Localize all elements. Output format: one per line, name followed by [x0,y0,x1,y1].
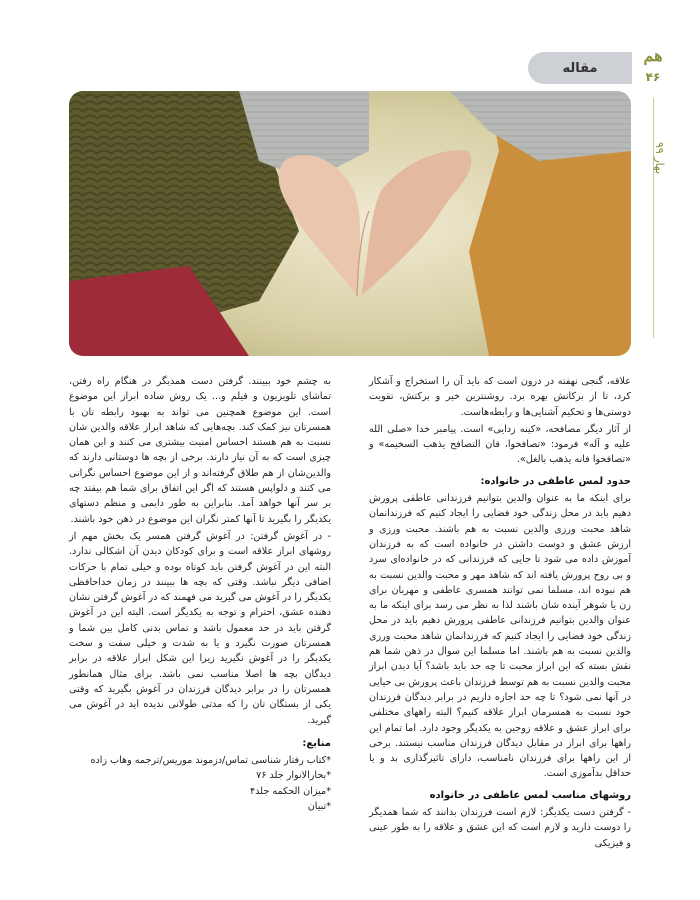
article-column-left [69,374,331,814]
photo-illustration [69,91,631,356]
sources-title: منابع: [302,737,331,749]
section-label: مقاله [528,52,632,84]
magazine-logo: هم [643,46,663,65]
sources-list [69,753,331,814]
hadith-paragraph: از آثار دیگر مصافحه، «کینه زدایی» است. پیامبر خدا «صلی الله علیه و آله» فرمود: «تصافحوا، فان التصافح یذهب السخیمه» و «تصافحوا فانه یذهب بالغل». [369,423,631,466]
body-paragraph: برای اینکه ما به عنوان والدین بتوانیم فرزندانی عاطفی پرورش دهیم باید در محل زندگی خود فضایی را ایجاد کنیم که فرزندانمان شاهد محبت ورزی والدین نسبت به هم باشند. محبت ورزی و ارزش عشق و دوست داشتن در خانواده است که به فرزندان آموزش داده می شود تا جایی که فرزندانی که در خانواده‌ای سرد و بی روح پرورش یافته اند که شاهد مهر و محبت والدین نسبت به هم نبوده اند، مسلما نمی توانند همسری عاطفی و مهربان برای زن یا شوهر آینده شان باشند لذا به نظر می رسد برای اینکه ما به عنوان والدین بتوانیم فرزندانی عاطفی پرورش دهیم باید در محل زندگی خود فضایی را ایجاد کنیم که فرزندانمان شاهد محبت ورزی والدین نسبت به هم باشند. اما مسلما این سوال در ذهن شما هم نقش بسته که این ابراز محبت تا چه حد باید باشد؟ آیا دیدن ابراز محبت والدین نسبت به هم توسط فرزندان باعث پرورش بی حیایی در آنها نمی شود؟ تا چه حد اجازه داریم در برابر دیدگان فرزندان خود نسبت به همسرمان ابراز علاقه کنیم؟ البته راههای مختلفی برای ابراز عشق و علاقه زوجین به یکدیگر وجود دارد. اما تمام این راهها برای ابراز در مقابل دیدگان فرزندان مناسب نیستند. برخی از این راهها برای فرزندان نامناسب، دارای تاثیرگذاری بد و یا حداقل بدآموزی است. [369,493,631,780]
body-paragraph: به چشم خود ببینند. گرفتن دست همدیگر در هنگام راه رفتن، تماشای تلویزیون و فیلم و... یک روش ساده ابراز این موضوع است. این موضوع همچنین می تواند به بهبود رابطه تان با همسرتان نیز کمک کند. بچه‌هایی که شاهد ابراز علاقه والدین شان نسبت به هم هستند احساس امنیت بیشتری می کنند و این همان چیزی است که به آن نیاز دارند. برخی از بچه ها دوستانی دارند که والدین‌شان از هم طلاق گرفته‌اند و از این موضوع احساس نگرانی می کنند و دلواپس هستند که اگر این اتفاق برای شما هم بیفتد چه بر سر آنها خواهد آمد. بنابراین به طور دایمی و منظم دستهای یکدیگر را بگیرید تا آنها کمتر نگران این موضوع در ذهن خود باشند. [69,376,331,525]
source-item: *میزان الحکمه جلد۴ [249,785,331,797]
body-paragraph: - در آغوش گرفتن: در آغوش گرفتن همسر یک بخش مهم از روشهای ابراز علاقه است و برای کودکان دیدن آن اشکالی ندارد. البته این در آغوش گرفتن باید کوتاه بوده و خیلی تمام با حرکات اضافی دیگر نباشد. وقتی که بچه ها ببینند در زمان خداحافظی یکدیگر را در آغوش می گیرید می فهمند که در آغوش گرفتن نشان دهنده عشق، احترام و توجه به یکدیگر است. البته این در آغوش گرفتن باید در حد معمول باشد و تماس بدنی کامل بین شما و همسرتان صورت نگیرد و یا به شدت و خیلی سفت و سخت یکدیگر را در آغوش نگیرید زیرا این شکل ابراز علاقه در برابر دیدگان بچه ها اصلا مناسب نمی باشد. برای مثال همانطور همسرتان را در برابر دیدگان فرزندان در آغوش بگیرید که وقتی یکی از بستگان تان را که مدتی طولانی ندیده اید در آغوش می گیرید. [69,530,331,726]
sources-section [69,736,331,814]
source-item: *تبیان [307,801,331,813]
heart-hands-photo [69,91,631,356]
page-number: ۴۶ [645,70,661,84]
intro-paragraph: علاقه، گنجی نهفته در درون است که باید آن را استخراج و آشکار کرد، تا از برکاتش بهره برد. روشنترین خیر و برکتش، تقویت دوستی‌ها و تحکیم آشنایی‌ها و رابطه‌هاست. [369,376,631,418]
section-heading: روشهای مناسب لمس عاطفی در خانواده [429,789,631,801]
source-item: *کتاب رفتار شناسی تماس/دزموند موریس/ترجمه وهاب زاده [90,755,331,767]
source-item: *بحارالانوار جلد ۷۶ [256,770,331,782]
section-heading: حدود لمس عاطفی در خانواده: [480,475,631,487]
body-paragraph: - گرفتن دست یکدیگر: لازم است فرزندان بدانند که شما همدیگر را دوست دارید و لازم است که این عشق و علاقه را به طور عینی و فیزیکی [369,807,631,849]
article-column-right [369,374,631,853]
issue-date: بهار ۹۹ [653,141,666,175]
